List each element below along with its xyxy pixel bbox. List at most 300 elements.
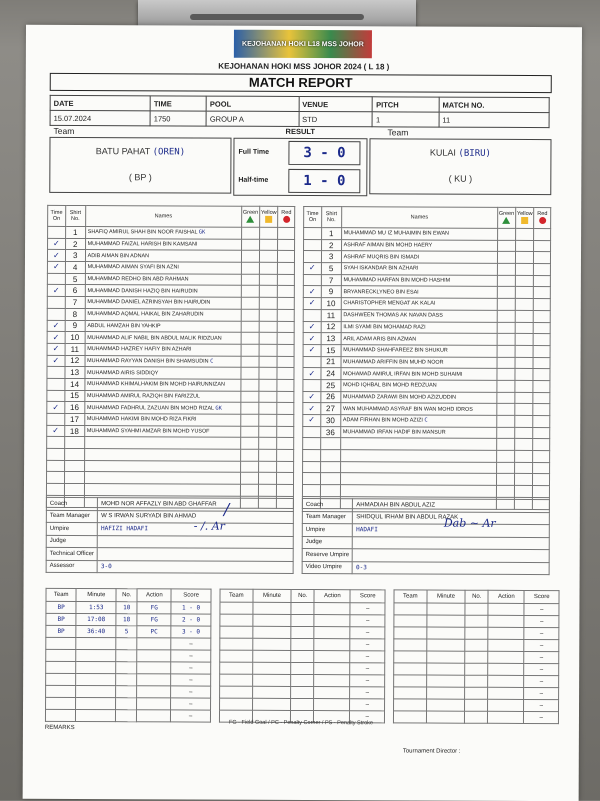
yellow-card-cell xyxy=(515,263,534,275)
player-name xyxy=(341,380,497,392)
player-name xyxy=(341,239,497,251)
time-on-mark xyxy=(47,448,65,460)
score-minute xyxy=(252,650,291,662)
player-name xyxy=(84,460,240,472)
score-minute xyxy=(252,614,291,626)
col-shirt-no xyxy=(321,207,341,228)
col-score: Score xyxy=(171,589,211,602)
yellow-card-cell xyxy=(515,439,534,451)
player-name-text: MOHD IQHBAL BIN MOHD REDZUAN xyxy=(343,382,437,388)
player-name-text: MUHAMMAD AQMAL HAIKAL BIN ZAHARUDIN xyxy=(87,311,203,318)
time-on-mark xyxy=(47,378,65,390)
time-on-mark: ✓ xyxy=(47,332,65,344)
home-team-name: BATU PAHAT xyxy=(96,146,150,156)
yellow-card-cell xyxy=(515,287,534,299)
score-team xyxy=(394,699,427,711)
score-minute xyxy=(427,603,466,615)
player-name xyxy=(85,308,241,320)
player-name xyxy=(340,438,496,450)
player-name-text: MUHAMMAD DANISH HAZIQ BIN HAIRUDIN xyxy=(87,288,197,294)
score-no xyxy=(116,650,137,662)
match-info-table xyxy=(50,95,550,128)
shirt-number: 36 xyxy=(320,426,340,438)
player-name-text: MOHAMAD AMIRUL IRFAN BIN MOHD SUHAIMI xyxy=(343,371,462,378)
official-row xyxy=(302,548,549,562)
score-value: – xyxy=(524,639,559,651)
red-card-cell xyxy=(534,240,551,252)
yellow-card-cell xyxy=(515,240,534,252)
shirt-number: 2 xyxy=(65,238,85,250)
score-row xyxy=(220,638,385,651)
yellow-card-icon xyxy=(265,215,272,222)
player-name-text: ARIL ADAM ARIS BIN AZMAN xyxy=(343,336,416,342)
col-red xyxy=(534,208,551,229)
player-row xyxy=(302,485,549,498)
player-name-text: MUHAMMAD SYAHMI AMZAR BIN MOHD YUSOF xyxy=(87,428,210,435)
player-name xyxy=(85,250,241,262)
score-team xyxy=(46,673,76,685)
red-card-cell xyxy=(278,239,295,251)
time-on-mark xyxy=(47,367,65,379)
green-card-cell xyxy=(496,439,514,451)
green-card-cell xyxy=(241,274,259,286)
official-row xyxy=(46,522,293,536)
remarks-label: REMARKS xyxy=(45,725,75,731)
player-name xyxy=(85,273,241,285)
time-on-mark xyxy=(46,484,64,496)
shirt-number: 21 xyxy=(321,356,341,368)
score-action xyxy=(137,698,171,710)
official-value: AHMADIAH BIN ABDUL AZIZ xyxy=(353,499,550,512)
score-minute xyxy=(426,639,465,651)
score-team xyxy=(220,638,253,650)
score-value: – xyxy=(524,699,559,711)
player-name-text: BRYANRECKLYNEO BIN ESAI xyxy=(343,289,418,295)
score-row xyxy=(46,673,211,686)
player-name-text: DASHWEEN THOMAS AK NAVAN DASS xyxy=(343,312,442,318)
green-card-cell xyxy=(241,332,259,344)
red-card-cell xyxy=(278,321,295,333)
score-no xyxy=(465,663,488,675)
score-no xyxy=(116,674,137,686)
yellow-card-cell xyxy=(259,286,278,298)
shirt-number: 15 xyxy=(321,344,341,356)
shirt-number xyxy=(64,460,84,472)
red-card-cell xyxy=(533,474,550,486)
logo-text: KEJOHANAN HOKI L18 MSS JOHOR xyxy=(242,40,364,48)
player-role-mark: C xyxy=(210,358,213,364)
score-no xyxy=(116,662,137,674)
score-row xyxy=(220,662,385,675)
score-team: BP xyxy=(46,613,76,625)
green-card-cell xyxy=(241,262,259,274)
col-names: Names xyxy=(85,206,241,228)
score-action xyxy=(488,663,524,675)
date-value: 15.07.2024 xyxy=(50,110,150,125)
score-minute xyxy=(253,602,292,614)
player-row xyxy=(47,378,294,391)
player-row xyxy=(47,390,294,403)
shirt-number xyxy=(320,438,340,450)
player-row xyxy=(303,309,550,322)
score-value: – xyxy=(524,651,559,663)
score-row xyxy=(220,626,385,639)
score-action xyxy=(314,675,350,687)
score-action xyxy=(137,686,171,698)
player-row xyxy=(47,367,294,380)
score-minute xyxy=(426,627,465,639)
player-row xyxy=(303,403,550,416)
official-row xyxy=(46,560,293,574)
yellow-card-cell xyxy=(515,357,534,369)
home-team-label: Team xyxy=(54,126,75,136)
score-action xyxy=(314,639,350,651)
player-name xyxy=(85,227,241,239)
score-no xyxy=(465,627,488,639)
player-row xyxy=(47,273,294,286)
time-on-mark: ✓ xyxy=(47,402,65,414)
yellow-card-cell xyxy=(259,403,278,415)
player-name xyxy=(85,238,241,250)
shirt-number: 9 xyxy=(321,286,341,298)
col-no: No. xyxy=(116,589,137,602)
shirt-number: 13 xyxy=(321,333,341,345)
official-row xyxy=(302,536,549,550)
yellow-card-cell xyxy=(258,484,277,496)
player-name xyxy=(341,309,497,321)
shirt-number: 13 xyxy=(65,367,85,379)
venue-value: STD xyxy=(299,111,373,126)
col-green xyxy=(241,206,259,227)
score-action xyxy=(488,603,524,615)
col-yellow-label: Yellow xyxy=(260,209,278,215)
player-name xyxy=(84,449,240,461)
red-card-cell xyxy=(277,333,294,345)
col-team: Team xyxy=(394,590,427,603)
red-card-cell xyxy=(277,356,294,368)
time-on-mark xyxy=(47,273,65,285)
red-card-cell xyxy=(278,274,295,286)
away-umpire-signature: Dab ~ Ar xyxy=(444,517,496,530)
score-team xyxy=(394,651,427,663)
official-role: Coach xyxy=(46,497,97,510)
shirt-number xyxy=(320,450,340,462)
score-value: – xyxy=(350,687,385,699)
score-row xyxy=(394,699,559,712)
time-on-mark: ✓ xyxy=(47,285,65,297)
time-on-mark xyxy=(304,228,322,240)
score-team xyxy=(220,674,253,686)
shirt-number: 4 xyxy=(65,262,85,274)
home-team-box xyxy=(49,137,231,194)
official-value xyxy=(97,535,293,548)
score-no: 18 xyxy=(116,614,137,626)
official-value: 0-3 xyxy=(352,561,549,574)
score-no xyxy=(465,699,488,711)
player-name xyxy=(340,461,496,473)
yellow-card-cell xyxy=(259,438,278,450)
red-card-cell xyxy=(534,287,551,299)
col-team: Team xyxy=(46,588,76,601)
shirt-number: 3 xyxy=(321,251,341,263)
score-action xyxy=(137,662,171,674)
red-card-cell xyxy=(277,414,294,426)
official-row xyxy=(302,511,549,525)
shirt-number xyxy=(64,472,84,484)
player-name xyxy=(84,425,240,437)
green-card-cell xyxy=(497,310,515,322)
score-minute: 1:53 xyxy=(76,602,116,614)
shirt-number: 26 xyxy=(321,391,341,403)
home-umpire-signature: - /. Ar xyxy=(194,520,225,533)
player-name xyxy=(341,263,497,275)
shirt-number xyxy=(320,485,340,497)
score-value: – xyxy=(350,675,385,687)
shirt-number xyxy=(64,484,84,496)
player-row xyxy=(303,251,550,264)
away-team-code: ( KU ) xyxy=(370,173,550,184)
yellow-card-icon xyxy=(521,216,528,223)
tournament-logo xyxy=(234,30,372,59)
green-card-cell xyxy=(241,356,259,368)
yellow-card-cell xyxy=(259,274,278,286)
red-card-cell xyxy=(278,298,295,310)
player-name-text: ADAM FIRHAN BIN MOHD AZIZI xyxy=(343,418,423,424)
time-on-mark: ✓ xyxy=(47,261,65,273)
score-minute xyxy=(76,638,116,650)
time-on-mark xyxy=(304,239,322,251)
player-name xyxy=(85,285,241,297)
player-name xyxy=(84,390,240,402)
yellow-card-cell xyxy=(515,380,534,392)
player-row xyxy=(303,263,550,276)
pitch-label: PITCH xyxy=(373,97,439,112)
score-team xyxy=(46,697,76,709)
player-name-text: MUHAMMAD HAZREY HAFIY BIN AZHARI xyxy=(87,346,191,352)
player-row xyxy=(304,239,551,252)
score-value: – xyxy=(350,711,385,723)
player-name xyxy=(341,333,497,345)
player-row xyxy=(47,308,294,321)
shirt-number: 30 xyxy=(320,415,340,427)
player-role-mark: C xyxy=(424,418,427,424)
score-minute xyxy=(426,699,465,711)
yellow-card-cell xyxy=(515,299,534,311)
official-role: Assessor xyxy=(46,560,97,573)
red-card-cell xyxy=(533,392,550,404)
score-no xyxy=(291,686,314,698)
red-card-cell xyxy=(533,439,550,451)
score-row xyxy=(220,698,385,711)
score-value: – xyxy=(524,663,559,675)
shirt-number: 5 xyxy=(321,263,341,275)
score-row xyxy=(394,663,559,676)
yellow-card-cell xyxy=(514,486,533,498)
time-on-mark xyxy=(302,473,320,485)
yellow-card-cell xyxy=(259,239,278,251)
score-minute xyxy=(76,662,116,674)
red-card-cell xyxy=(533,357,550,369)
col-score: Score xyxy=(350,590,385,603)
official-row xyxy=(46,547,293,561)
score-value: 3 - 0 xyxy=(171,626,211,638)
yellow-card-cell xyxy=(515,252,534,264)
player-name-text: MUHAMMAD REDHO BIN ABD RAHMAN xyxy=(88,276,189,282)
col-red-label: Red xyxy=(279,209,295,215)
date-label: DATE xyxy=(50,95,150,110)
col-time-on xyxy=(304,207,322,228)
score-no xyxy=(291,626,314,638)
score-row xyxy=(46,661,211,674)
red-card-cell xyxy=(534,299,551,311)
col-team: Team xyxy=(220,589,253,602)
shirt-number: 7 xyxy=(65,297,85,309)
col-yellow xyxy=(515,207,534,228)
score-action: FG xyxy=(137,602,171,614)
red-card-cell xyxy=(277,379,294,391)
red-card-cell xyxy=(533,380,550,392)
shirt-number: 24 xyxy=(321,368,341,380)
player-name xyxy=(340,415,496,427)
green-card-cell xyxy=(241,426,259,438)
score-row xyxy=(46,625,211,638)
player-row xyxy=(47,448,294,461)
player-name-text: ASHRAF MUQRIS BIN ISMADI xyxy=(344,254,420,260)
green-card-cell xyxy=(240,438,258,450)
time-on-mark xyxy=(303,426,321,438)
shirt-number: 10 xyxy=(321,298,341,310)
player-name-text: SYAH ISKANDAR BIN AZHARI xyxy=(344,266,419,272)
score-minute xyxy=(252,662,291,674)
red-card-cell xyxy=(533,451,550,463)
score-minute xyxy=(426,651,465,663)
score-minute: 17:08 xyxy=(76,614,116,626)
action-legend: FG - Field Goal / PC - Penalty Corner / PS - Penalty Stroke xyxy=(23,719,579,727)
official-role: Team Manager xyxy=(46,510,97,523)
red-card-cell xyxy=(533,462,550,474)
score-team xyxy=(220,614,253,626)
score-no xyxy=(116,698,137,710)
shirt-number: 14 xyxy=(65,378,85,390)
score-minute xyxy=(252,686,291,698)
player-row xyxy=(47,413,294,426)
player-name-text: ASHRAF AIMAN BIN MOHD HAERY xyxy=(344,242,433,248)
yellow-card-cell xyxy=(259,309,278,321)
green-card-cell xyxy=(497,287,515,299)
score-row xyxy=(46,649,211,662)
score-table-2 xyxy=(219,589,386,724)
full-time-label: Full Time xyxy=(238,149,269,156)
shirt-number: 7 xyxy=(321,274,341,286)
pool-value: GROUP A xyxy=(206,111,298,126)
col-action: Action xyxy=(488,590,524,603)
shirt-number: 6 xyxy=(65,285,85,297)
tournament-director-label: Tournament Director : xyxy=(403,748,461,754)
score-row xyxy=(220,650,385,663)
score-no: 10 xyxy=(116,602,137,614)
player-name-text: MUHAMMAD AIRIS SIDDIQY xyxy=(87,370,158,376)
yellow-card-cell xyxy=(259,414,278,426)
score-value: – xyxy=(524,711,559,723)
score-team xyxy=(220,662,253,674)
yellow-card-cell xyxy=(514,474,533,486)
player-name-text: MUHAMMAD FADHRUL ZAZUAN BIN MOHD RIZAL xyxy=(87,405,214,412)
player-row xyxy=(47,332,294,345)
time-on-mark: ✓ xyxy=(303,414,321,426)
official-value xyxy=(353,536,550,549)
score-row xyxy=(46,685,211,698)
player-row xyxy=(303,344,550,357)
time-on-mark xyxy=(302,485,320,497)
official-role: Judge xyxy=(302,536,352,549)
player-name xyxy=(341,321,497,333)
time-on-mark xyxy=(47,308,65,320)
player-name-text: MUHAMMAD HARFAN BIN MOHD HASHIM xyxy=(344,277,451,283)
score-value: – xyxy=(524,687,559,699)
score-value: 2 - 0 xyxy=(171,614,211,626)
green-card-cell xyxy=(497,334,515,346)
score-minute xyxy=(76,650,116,662)
green-card-cell xyxy=(241,286,259,298)
player-row xyxy=(47,437,294,450)
score-table-3 xyxy=(393,589,560,724)
col-time-label: Time xyxy=(48,210,65,216)
green-card-cell xyxy=(241,297,259,309)
green-card-cell xyxy=(496,462,514,474)
score-team xyxy=(220,602,253,614)
shirt-number: 12 xyxy=(65,355,85,367)
score-value: – xyxy=(171,662,211,674)
player-row xyxy=(303,321,550,334)
player-row xyxy=(302,473,549,486)
score-row xyxy=(394,687,559,700)
yellow-card-cell xyxy=(514,462,533,474)
score-team xyxy=(220,698,253,710)
official-role: Umpire xyxy=(302,523,352,536)
green-card-cell xyxy=(241,309,259,321)
player-row xyxy=(303,379,550,392)
score-team xyxy=(46,649,76,661)
col-no: No. xyxy=(291,589,314,602)
green-card-cell xyxy=(497,240,515,252)
player-name xyxy=(85,332,241,344)
yellow-card-cell xyxy=(515,334,534,346)
official-row xyxy=(302,523,549,537)
yellow-card-cell xyxy=(259,297,278,309)
score-team: BP xyxy=(46,625,76,637)
score-value: – xyxy=(350,627,385,639)
time-on-mark: ✓ xyxy=(303,263,321,275)
red-card-icon xyxy=(283,215,290,222)
yellow-card-cell xyxy=(259,227,278,239)
player-name xyxy=(341,356,497,368)
player-row xyxy=(303,426,550,439)
score-table-1 xyxy=(45,588,212,723)
green-card-cell xyxy=(241,414,259,426)
score-value: 1 - 0 xyxy=(171,602,211,614)
col-shirt-no xyxy=(65,205,85,226)
player-name xyxy=(340,450,496,462)
player-row xyxy=(47,250,294,263)
score-row xyxy=(394,603,559,616)
green-card-cell xyxy=(497,415,515,427)
result-box xyxy=(233,138,367,197)
player-name xyxy=(85,262,241,274)
yellow-card-cell xyxy=(258,449,277,461)
score-team: BP xyxy=(46,601,76,613)
official-role: Reserve Umpire xyxy=(302,548,352,561)
score-no xyxy=(291,698,314,710)
